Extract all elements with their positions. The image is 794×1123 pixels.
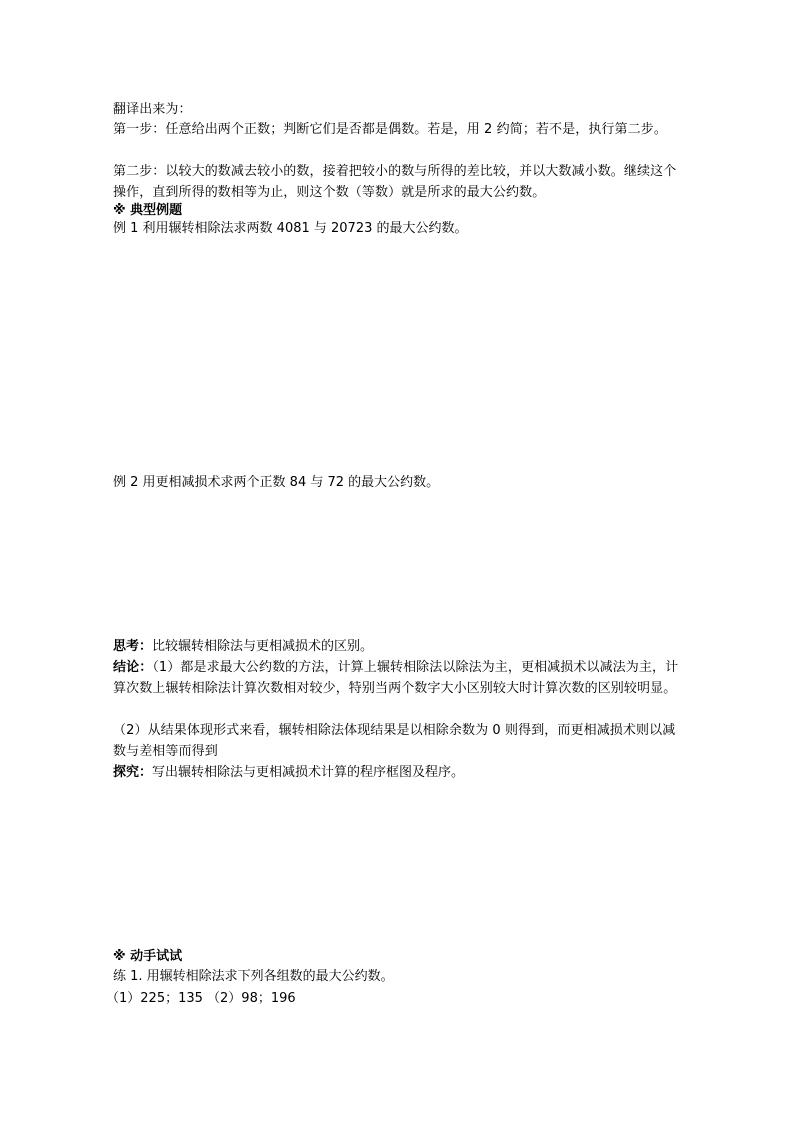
explore-text: 写出辗转相除法与更相减损术计算的程序框图及程序。 — [152, 765, 465, 780]
conclusion-text-two: （2）从结果体现形式来看，辗转相除法体现结果是以相除余数为 0 则得到，而更相减损术则以减数与差相等而得到 — [113, 723, 676, 759]
conclusion-paragraph — [113, 657, 685, 699]
explore-label: 探究： — [113, 765, 153, 780]
section-try-it: ※ 动手试试 — [113, 949, 183, 964]
intro-text: 翻译出来为： — [113, 102, 192, 117]
conclusion-text-one: （1）都是求最大公约数的方法，计算上辗转相除法以除法为主，更相减损术以减法为主，计算次数上辗转相除法计算次数相对较少，特别当两个数字大小区别较大时计算次数的区别较明显。 — [113, 660, 679, 696]
example-two-text: 例 2 用更相减损术求两个正数 84 与 72 的最大公约数。 — [113, 475, 440, 490]
think-label: 思考： — [113, 639, 153, 654]
think-paragraph — [113, 638, 373, 656]
step-two-text: 第二步：以较大的数减去较小的数，接着把较小的数与所得的差比较，并以大数减小数。继续这个操作，直到所得的数相等为止，则这个数（等数）就是所求的最大公约数。 — [113, 164, 677, 200]
section-typical-examples: ※ 典型例题 — [113, 203, 183, 218]
example-one-text: 例 1 利用辗转相除法求两数 4081 与 20723 的最大公约数。 — [113, 221, 468, 236]
exercise-one-items: （1）225；135 （2）98；196 — [106, 991, 296, 1006]
conclusion-label: 结论： — [113, 660, 153, 675]
explore-paragraph — [113, 764, 464, 782]
exercise-one-text: 练 1. 用辗转相除法求下列各组数的最大公约数。 — [113, 969, 394, 984]
step-one-text: 第一步：任意给出两个正数；判断它们是否都是偶数。若是，用 2 约简；若不是，执行第二步。 — [113, 122, 667, 137]
think-text: 比较辗转相除法与更相减损术的区别。 — [152, 639, 374, 654]
